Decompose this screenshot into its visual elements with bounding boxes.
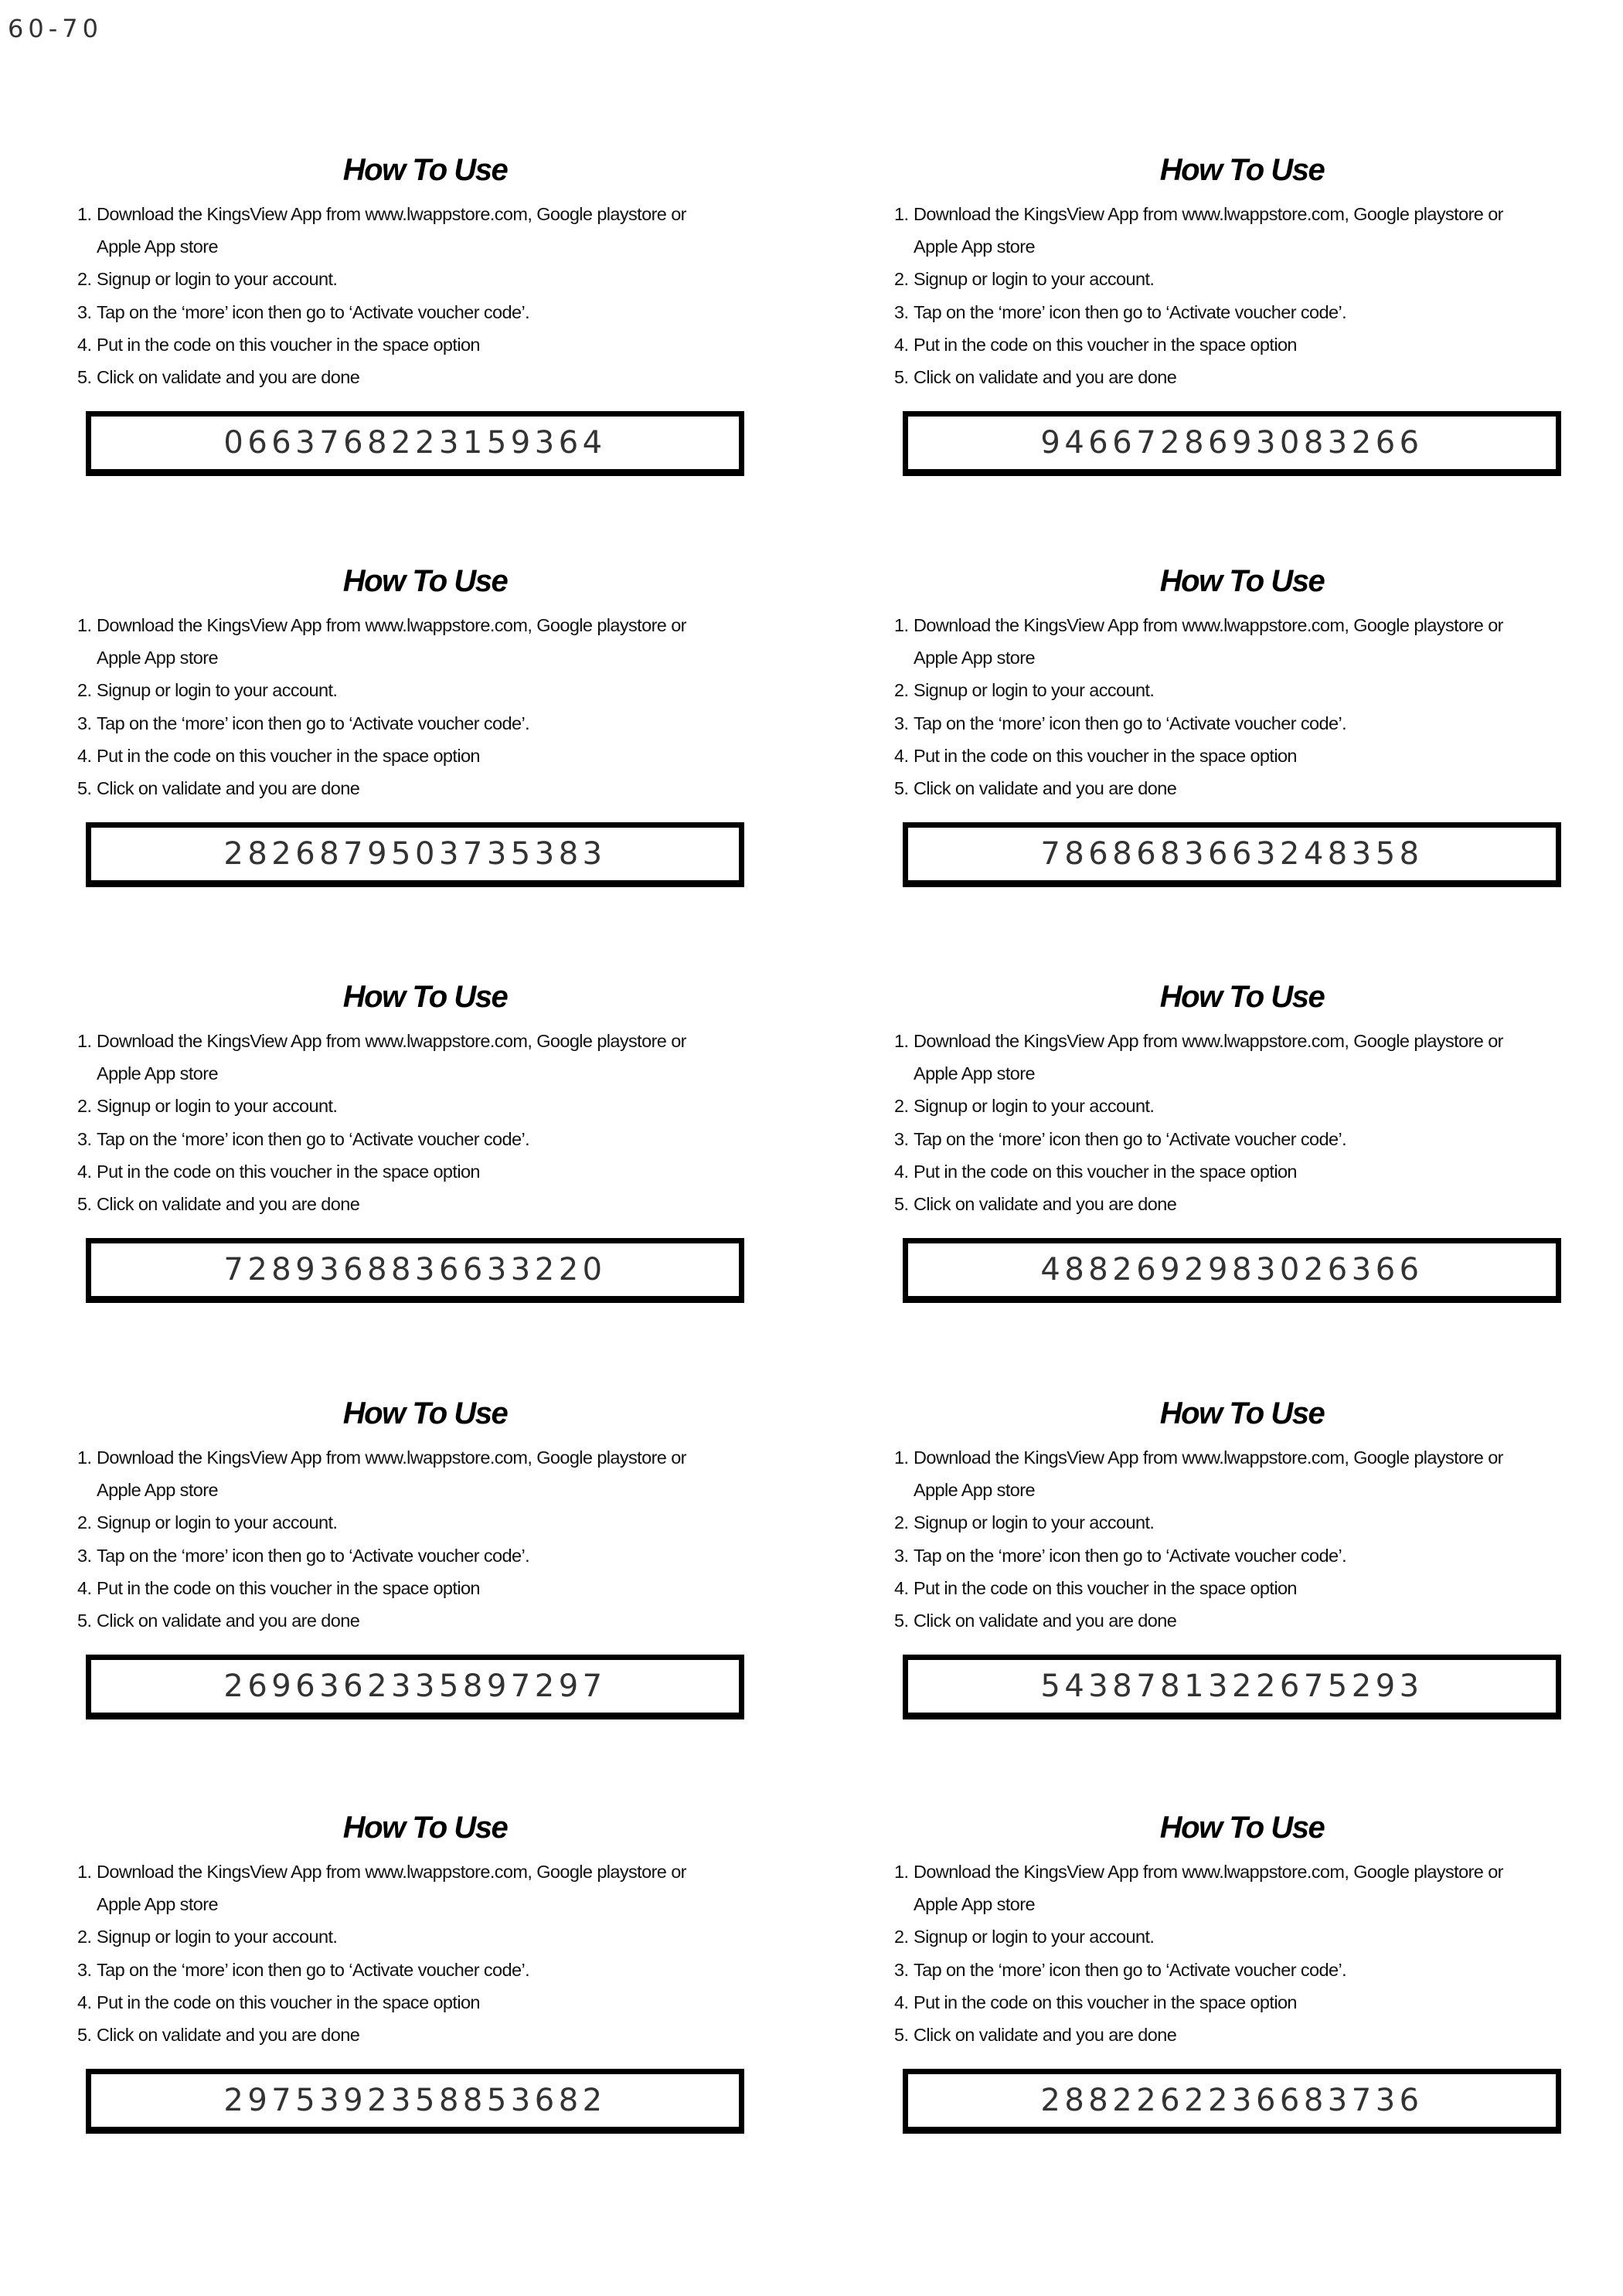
- step-text: Signup or login to your account.: [97, 680, 338, 701]
- instruction-step-1: [894, 1856, 1503, 1920]
- voucher-code: 0663768223159364: [223, 425, 607, 461]
- instruction-step-5: [77, 1188, 686, 1220]
- step-number: 4.: [77, 1161, 92, 1182]
- step-text: Tap on the ‘more’ icon then go to ‘Activate voucher code’.: [914, 1545, 1347, 1566]
- step-number: 1.: [894, 1862, 909, 1882]
- step-text: Click on validate and you are done: [97, 2025, 360, 2046]
- voucher-code: 2975392358853682: [223, 2083, 607, 2118]
- instruction-step-4: [894, 740, 1503, 772]
- instruction-step-3: [894, 296, 1503, 328]
- step-text-continued: Apple App store: [914, 1480, 1035, 1501]
- step-text: Put in the code on this voucher in the space option: [97, 334, 480, 355]
- step-text: Put in the code on this voucher in the space option: [914, 1577, 1297, 1598]
- instruction-step-3: [77, 707, 686, 740]
- instruction-step-1: [77, 198, 686, 263]
- voucher-code-box: [86, 1655, 744, 1719]
- step-number: 3.: [77, 301, 92, 322]
- step-text: Click on validate and you are done: [914, 2025, 1177, 2046]
- step-text-continued: Apple App store: [97, 236, 218, 257]
- step-number: 3.: [894, 1545, 909, 1566]
- step-text: Signup or login to your account.: [914, 269, 1155, 290]
- step-number: 2.: [77, 680, 92, 701]
- instruction-list: [77, 198, 686, 393]
- instruction-step-1: [77, 1025, 686, 1090]
- step-text: Click on validate and you are done: [97, 1194, 360, 1215]
- instruction-step-4: [77, 1986, 686, 2019]
- step-number: 5.: [894, 1611, 909, 1631]
- step-number: 2.: [894, 1096, 909, 1117]
- instruction-step-1: [894, 1441, 1503, 1506]
- step-text: Download the KingsView App from www.lwappstore.com, Google playstore or: [914, 1447, 1503, 1468]
- step-text: Put in the code on this voucher in the space option: [914, 334, 1297, 355]
- voucher-title: How To Use: [342, 980, 508, 1014]
- step-number: 4.: [894, 334, 909, 355]
- step-text-continued: Apple App store: [914, 1894, 1035, 1915]
- step-text-continued: Apple App store: [97, 1063, 218, 1084]
- instruction-list: [77, 609, 686, 804]
- step-number: 4.: [894, 1992, 909, 2012]
- step-text: Signup or login to your account.: [914, 1512, 1155, 1533]
- voucher-code-box: [903, 1655, 1561, 1719]
- voucher-title: How To Use: [1159, 153, 1325, 187]
- voucher-card-2: [894, 153, 1590, 493]
- voucher-title: How To Use: [342, 1396, 508, 1430]
- step-text: Signup or login to your account.: [97, 1096, 338, 1117]
- voucher-title: How To Use: [1159, 980, 1325, 1014]
- step-text: Put in the code on this voucher in the space option: [914, 1992, 1297, 2012]
- step-text-continued: Apple App store: [914, 648, 1035, 668]
- step-number: 5.: [894, 1194, 909, 1215]
- voucher-code: 7868683663248358: [1040, 836, 1424, 872]
- instruction-step-1: [77, 1441, 686, 1506]
- step-text: Download the KingsView App from www.lwappstore.com, Google playstore or: [97, 615, 686, 635]
- step-number: 2.: [77, 269, 92, 290]
- voucher-code-box: [903, 411, 1561, 476]
- step-number: 1.: [77, 1031, 92, 1051]
- instruction-step-5: [894, 1604, 1503, 1637]
- step-text: Download the KingsView App from www.lwappstore.com, Google playstore or: [97, 1862, 686, 1882]
- voucher-card-3: [77, 564, 773, 904]
- step-text: Download the KingsView App from www.lwappstore.com, Google playstore or: [97, 204, 686, 224]
- instruction-step-5: [77, 1604, 686, 1637]
- step-text: Click on validate and you are done: [97, 778, 360, 799]
- voucher-code-box: [903, 1238, 1561, 1303]
- step-text-continued: Apple App store: [914, 236, 1035, 257]
- step-text: Tap on the ‘more’ icon then go to ‘Activate voucher code’.: [914, 1128, 1347, 1149]
- step-number: 5.: [77, 778, 92, 799]
- instruction-list: [894, 198, 1503, 393]
- instruction-step-5: [77, 772, 686, 804]
- step-number: 2.: [77, 1512, 92, 1533]
- step-text: Download the KingsView App from www.lwappstore.com, Google playstore or: [914, 1862, 1503, 1882]
- step-text: Signup or login to your account.: [97, 269, 338, 290]
- voucher-title: How To Use: [342, 153, 508, 187]
- voucher-title: How To Use: [342, 564, 508, 598]
- step-number: 3.: [77, 1128, 92, 1149]
- instruction-step-3: [894, 1539, 1503, 1572]
- voucher-title: How To Use: [1159, 1811, 1325, 1845]
- instruction-step-1: [894, 198, 1503, 263]
- step-number: 5.: [77, 1194, 92, 1215]
- step-text: Click on validate and you are done: [914, 1194, 1177, 1215]
- step-number: 4.: [894, 1577, 909, 1598]
- instruction-step-4: [77, 740, 686, 772]
- instruction-step-3: [77, 1123, 686, 1155]
- step-text: Tap on the ‘more’ icon then go to ‘Activate voucher code’.: [97, 1128, 530, 1149]
- step-text: Tap on the ‘more’ icon then go to ‘Activate voucher code’.: [914, 301, 1347, 322]
- instruction-step-4: [894, 1155, 1503, 1188]
- step-text: Tap on the ‘more’ icon then go to ‘Activate voucher code’.: [97, 301, 530, 322]
- instruction-step-2: [77, 263, 686, 295]
- instruction-step-5: [894, 361, 1503, 393]
- step-number: 4.: [77, 334, 92, 355]
- instruction-step-2: [894, 263, 1503, 295]
- step-number: 1.: [894, 1447, 909, 1468]
- step-number: 3.: [894, 1128, 909, 1149]
- step-number: 1.: [77, 1447, 92, 1468]
- step-text: Click on validate and you are done: [914, 778, 1177, 799]
- instruction-step-1: [894, 609, 1503, 674]
- step-text: Put in the code on this voucher in the space option: [97, 745, 480, 766]
- instruction-step-5: [894, 772, 1503, 804]
- voucher-code-box: [903, 822, 1561, 887]
- instruction-step-3: [77, 1954, 686, 1986]
- instruction-list: [894, 1441, 1503, 1637]
- voucher-code: 9466728693083266: [1040, 425, 1424, 461]
- voucher-code-box: [903, 2069, 1561, 2134]
- step-number: 1.: [77, 204, 92, 224]
- step-text: Signup or login to your account.: [97, 1512, 338, 1533]
- instruction-step-1: [894, 1025, 1503, 1090]
- instruction-list: [894, 1856, 1503, 2051]
- voucher-code: 5438781322675293: [1040, 1668, 1424, 1704]
- voucher-card-9: [77, 1811, 773, 2151]
- instruction-step-4: [894, 328, 1503, 361]
- step-number: 1.: [894, 204, 909, 224]
- instruction-step-4: [77, 1572, 686, 1604]
- voucher-code-box: [86, 1238, 744, 1303]
- instruction-step-4: [894, 1572, 1503, 1604]
- step-text-continued: Apple App store: [97, 1480, 218, 1501]
- instruction-list: [77, 1856, 686, 2051]
- voucher-code: 7289368836633220: [223, 1252, 607, 1287]
- step-text: Download the KingsView App from www.lwappstore.com, Google playstore or: [914, 204, 1503, 224]
- step-number: 2.: [77, 1096, 92, 1117]
- instruction-step-3: [77, 1539, 686, 1572]
- step-text: Click on validate and you are done: [914, 367, 1177, 388]
- instruction-step-5: [894, 1188, 1503, 1220]
- step-number: 2.: [894, 680, 909, 701]
- step-number: 3.: [894, 713, 909, 733]
- voucher-code: 4882692983026366: [1040, 1252, 1424, 1287]
- step-number: 2.: [894, 269, 909, 290]
- step-number: 3.: [894, 1959, 909, 1980]
- instruction-step-4: [77, 328, 686, 361]
- step-text: Download the KingsView App from www.lwappstore.com, Google playstore or: [914, 615, 1503, 635]
- instruction-step-3: [894, 1123, 1503, 1155]
- voucher-code: 2882262236683736: [1040, 2083, 1424, 2118]
- voucher-card-7: [77, 1396, 773, 1736]
- step-text: Put in the code on this voucher in the space option: [97, 1992, 480, 2012]
- step-text: Click on validate and you are done: [97, 1611, 360, 1631]
- step-number: 2.: [894, 1927, 909, 1947]
- step-number: 4.: [77, 1577, 92, 1598]
- step-text: Download the KingsView App from www.lwappstore.com, Google playstore or: [914, 1031, 1503, 1051]
- instruction-step-3: [77, 296, 686, 328]
- step-number: 5.: [77, 367, 92, 388]
- step-text: Put in the code on this voucher in the space option: [914, 745, 1297, 766]
- step-text: Tap on the ‘more’ icon then go to ‘Activate voucher code’.: [914, 713, 1347, 733]
- step-text: Tap on the ‘more’ icon then go to ‘Activate voucher code’.: [97, 1959, 530, 1980]
- voucher-card-4: [894, 564, 1590, 904]
- step-number: 5.: [77, 2025, 92, 2046]
- voucher-card-8: [894, 1396, 1590, 1736]
- voucher-code-box: [86, 822, 744, 887]
- instruction-step-3: [894, 707, 1503, 740]
- step-text: Signup or login to your account.: [914, 680, 1155, 701]
- step-number: 5.: [894, 778, 909, 799]
- step-text: Put in the code on this voucher in the space option: [97, 1577, 480, 1598]
- step-number: 1.: [894, 1031, 909, 1051]
- instruction-step-1: [77, 1856, 686, 1920]
- instruction-step-1: [77, 609, 686, 674]
- voucher-code: 2696362335897297: [223, 1668, 607, 1704]
- step-text: Tap on the ‘more’ icon then go to ‘Activate voucher code’.: [914, 1959, 1347, 1980]
- step-text: Put in the code on this voucher in the space option: [914, 1161, 1297, 1182]
- step-text: Signup or login to your account.: [97, 1927, 338, 1947]
- instruction-step-2: [894, 1090, 1503, 1122]
- voucher-card-10: [894, 1811, 1590, 2151]
- instruction-step-3: [894, 1954, 1503, 1986]
- step-number: 1.: [77, 1862, 92, 1882]
- voucher-title: How To Use: [1159, 1396, 1325, 1430]
- voucher-card-6: [894, 980, 1590, 1320]
- instruction-step-2: [77, 1506, 686, 1539]
- instruction-step-5: [77, 361, 686, 393]
- instruction-step-2: [894, 1920, 1503, 1953]
- step-text-continued: Apple App store: [914, 1063, 1035, 1084]
- step-number: 1.: [894, 615, 909, 635]
- instruction-step-4: [894, 1986, 1503, 2019]
- step-text: Signup or login to your account.: [914, 1927, 1155, 1947]
- instruction-list: [894, 609, 1503, 804]
- voucher-code-box: [86, 411, 744, 476]
- instruction-list: [77, 1441, 686, 1637]
- step-number: 4.: [77, 745, 92, 766]
- voucher-card-1: [77, 153, 773, 493]
- batch-label: 60-70: [8, 14, 103, 43]
- voucher-code: 2826879503735383: [223, 836, 607, 872]
- instruction-list: [894, 1025, 1503, 1220]
- step-number: 3.: [77, 713, 92, 733]
- instruction-step-2: [77, 674, 686, 706]
- step-number: 5.: [894, 367, 909, 388]
- voucher-title: How To Use: [342, 1811, 508, 1845]
- instruction-step-4: [77, 1155, 686, 1188]
- voucher-card-5: [77, 980, 773, 1320]
- step-number: 1.: [77, 615, 92, 635]
- step-text-continued: Apple App store: [97, 648, 218, 668]
- step-number: 3.: [77, 1959, 92, 1980]
- step-text: Tap on the ‘more’ icon then go to ‘Activate voucher code’.: [97, 713, 530, 733]
- step-text-continued: Apple App store: [97, 1894, 218, 1915]
- step-number: 3.: [77, 1545, 92, 1566]
- voucher-title: How To Use: [1159, 564, 1325, 598]
- step-number: 5.: [77, 1611, 92, 1631]
- step-number: 2.: [77, 1927, 92, 1947]
- step-text: Tap on the ‘more’ icon then go to ‘Activate voucher code’.: [97, 1545, 530, 1566]
- step-number: 4.: [77, 1992, 92, 2012]
- step-number: 5.: [894, 2025, 909, 2046]
- step-text: Download the KingsView App from www.lwappstore.com, Google playstore or: [97, 1031, 686, 1051]
- step-text: Click on validate and you are done: [914, 1611, 1177, 1631]
- instruction-step-2: [77, 1090, 686, 1122]
- instruction-step-2: [894, 674, 1503, 706]
- step-text: Signup or login to your account.: [914, 1096, 1155, 1117]
- instruction-step-2: [894, 1506, 1503, 1539]
- step-number: 3.: [894, 301, 909, 322]
- instruction-step-5: [894, 2019, 1503, 2051]
- step-number: 4.: [894, 1161, 909, 1182]
- step-number: 4.: [894, 745, 909, 766]
- instruction-step-2: [77, 1920, 686, 1953]
- step-number: 2.: [894, 1512, 909, 1533]
- step-text: Download the KingsView App from www.lwappstore.com, Google playstore or: [97, 1447, 686, 1468]
- instruction-step-5: [77, 2019, 686, 2051]
- step-text: Click on validate and you are done: [97, 367, 360, 388]
- instruction-list: [77, 1025, 686, 1220]
- step-text: Put in the code on this voucher in the space option: [97, 1161, 480, 1182]
- voucher-code-box: [86, 2069, 744, 2134]
